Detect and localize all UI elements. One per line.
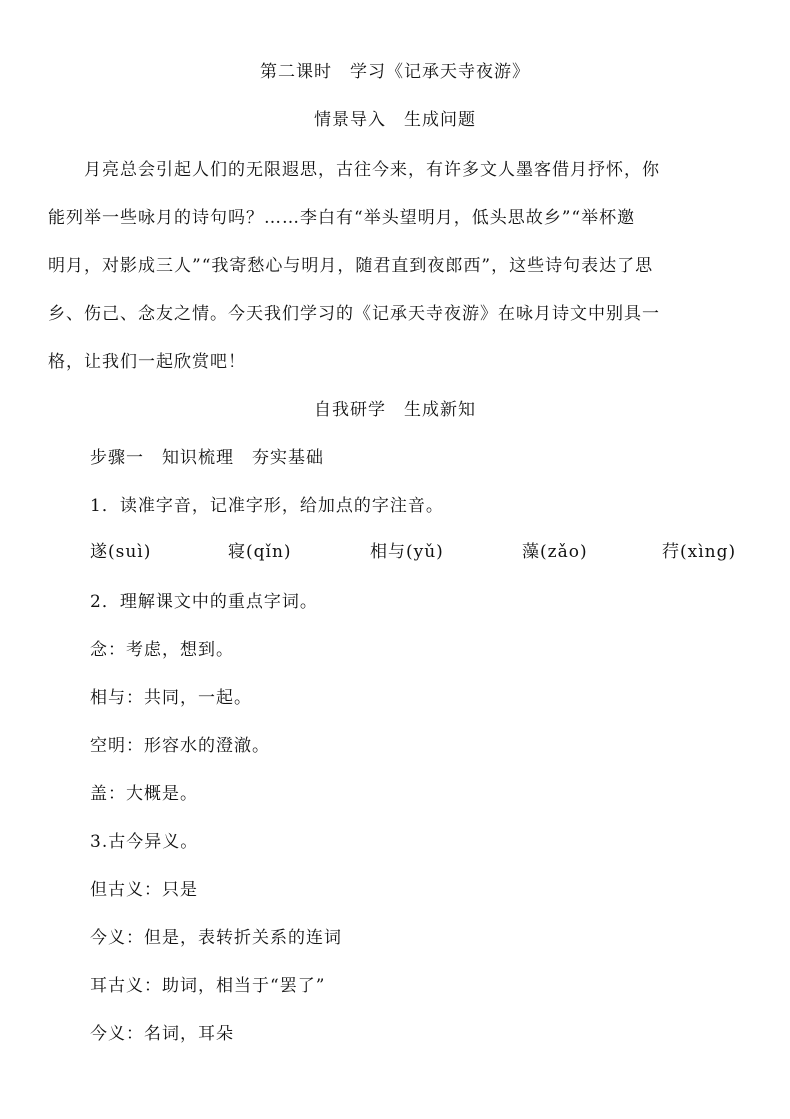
intro-paragraph-line: 格，让我们一起欣赏吧！ <box>48 352 246 372</box>
gujin-entry: 但古义：只是 <box>90 880 198 900</box>
section-heading-self-study: 自我研学 生成新知 <box>314 400 476 420</box>
word-definition: 念：考虑，想到。 <box>90 640 234 660</box>
word-definition: 盖：大概是。 <box>90 784 198 804</box>
gujin-entry: 今义：但是，表转折关系的连词 <box>90 928 342 948</box>
pinyin-entry: 相与(yǔ) <box>370 542 444 562</box>
pinyin-entry: 荇(xìng) <box>662 542 737 562</box>
pinyin-entry: 遂(suì) <box>90 542 152 562</box>
step-heading: 步骤一 知识梳理 夯实基础 <box>90 448 324 468</box>
section-heading-intro: 情景导入 生成问题 <box>314 110 476 130</box>
pinyin-entry: 寝(qǐn) <box>228 542 292 562</box>
intro-paragraph-line: 乡、伤己、念友之情。今天我们学习的《记承天寺夜游》在咏月诗文中别具一 <box>48 304 660 324</box>
intro-paragraph-line: 能列举一些咏月的诗句吗？……李白有“举头望明月，低头思故乡”“举杯邀 <box>48 208 636 228</box>
exercise-item-1: 1．读准字音，记准字形，给加点的字注音。 <box>90 496 444 516</box>
lesson-title: 第二课时 学习《记承天寺夜游》 <box>260 62 530 82</box>
gujin-entry: 今义：名词，耳朵 <box>90 1024 234 1044</box>
gujin-entry: 耳古义：助词，相当于“罢了” <box>90 976 326 996</box>
pinyin-entry: 藻(zǎo) <box>522 542 588 562</box>
exercise-item-3: 3.古今异义。 <box>90 832 199 852</box>
pinyin-row <box>90 540 750 564</box>
intro-paragraph-line: 明月，对影成三人”“我寄愁心与明月，随君直到夜郎西”，这些诗句表达了思 <box>48 256 654 276</box>
intro-paragraph-line: 月亮总会引起人们的无限遐思，古往今来，有许多文人墨客借月抒怀，你 <box>48 160 660 180</box>
word-definition: 相与：共同，一起。 <box>90 688 252 708</box>
word-definition: 空明：形容水的澄澈。 <box>90 736 270 756</box>
exercise-item-2: 2．理解课文中的重点字词。 <box>90 592 318 612</box>
